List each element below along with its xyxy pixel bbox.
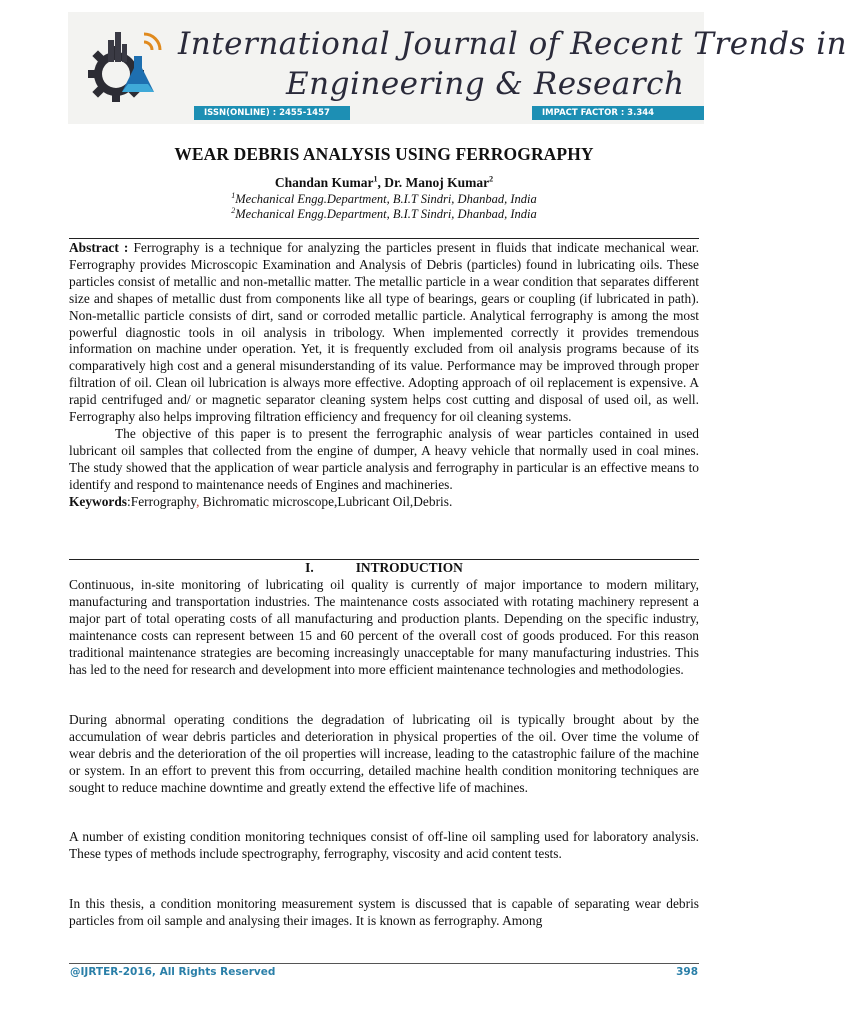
abstract-paragraph-1 <box>69 240 699 426</box>
affiliation-1-text: Mechanical Engg.Department, B.I.T Sindri, Dhanbad, India <box>235 192 537 206</box>
journal-logo-icon <box>82 22 168 108</box>
intro-paragraph-3: A number of existing condition monitoring techniques consist of off-line oil sampling used for laboratory analysis. These types of methods include spectrography, ferrography, viscosity and acid content tests. <box>69 829 699 861</box>
intro-paragraph-1: Continuous, in-site monitoring of lubricating oil quality is currently of major importance to modern military, manufacturing and transportation industries. The maintenance costs associated with rotating machinery represent a major part of total operating costs of all manufacturing and production plants. Depending on the specific industry, maintenance costs can represent between 15 and 60 percent of the overall cost of goods produced. For this reason traditional maintenance strategies are becoming increasingly unacceptable for many manufacturing industries. This has led to the need for research and development into more efficient maintenance technologies and methodologies. <box>69 577 699 677</box>
keywords-rest: Bichromatic microscope,Lubricant Oil,Debris. <box>199 493 453 509</box>
footer-rule <box>69 963 699 964</box>
author-1-sup: 1 <box>373 174 378 184</box>
keywords-colon: : <box>127 493 131 509</box>
affiliation-1-sup: 1 <box>231 190 236 200</box>
abstract-top-rule <box>69 238 699 239</box>
author-2: , Dr. Manoj Kumar <box>377 175 490 190</box>
paper-title: WEAR DEBRIS ANALYSIS USING FERROGRAPHY <box>174 144 594 164</box>
abstract-paragraph-2: The objective of this paper is to present the ferrographic analysis of wear particles contained in used lubricant oil samples that collected from the engine of dumper, A heavy vehicle that normally used in coal mines. The study showed that the application of wear particle analysis and ferrography in particular is an effective means to identify and respond to maintenance needs of Engines and machineries. <box>69 425 699 492</box>
affiliation-2 <box>0 207 768 222</box>
abstract-label: Abstract : <box>69 240 129 255</box>
journal-banner <box>68 12 847 124</box>
journal-title-line2: Engineering & Research <box>286 66 685 102</box>
affiliation-1 <box>0 192 768 207</box>
section-number: I. <box>305 560 314 575</box>
keywords-label: Keywords <box>69 493 128 509</box>
affiliation-2-sup: 2 <box>231 205 236 215</box>
keywords-line <box>69 494 699 511</box>
journal-title-line1: International Journal of Recent Trends in <box>178 26 847 62</box>
section-title: INTRODUCTION <box>355 560 463 575</box>
keywords-comma: , <box>196 493 200 509</box>
author-2-sup: 2 <box>489 174 494 184</box>
intro-paragraph-4: In this thesis, a condition monitoring measurement system is discussed that is capable of separating wear debris particles from oil sample and analysing their images. It is known as ferrography. Among <box>69 896 699 928</box>
paper-authors <box>0 175 768 191</box>
abstract-block <box>69 240 699 511</box>
impact-factor-badge: IMPACT FACTOR : 3.344 <box>532 106 704 120</box>
intro-paragraph-2: During abnormal operating conditions the degradation of lubricating oil is typically brought about by the accumulation of wear debris particles and deterioration in physical properties of the oil. Over time the volume of wear debris and the deterioration of the oil properties will increase, leading to the catastrophic failure of the machine or system. In an effort to prevent this from occurring, detailed machine health condition monitoring techniques are sought to reduce machine downtime and greatly extend the effective life of machines. <box>69 712 699 795</box>
footer-copyright: @IJRTER-2016, All Rights Reserved <box>70 966 276 978</box>
abstract-text-1: Ferrography is a technique for analyzing the particles present in fluids that indicate mechanical wear. Ferrography provides Microscopic Examination and Analysis of Debris (particles) found in lubricating oils. These particles consist of metallic and non-metallic matter. The metallic particle in a wear condition that separates different size and shapes of metallic dust from components like all type of bearings, gears or coupling (if lubricated in path). Non-metallic particle consists of dirt, sand or corroded metallic particle. Analytical ferrography is among the most powerful diagnostic tools in oil analysis in tribology. When implemented correctly it provides tremendous information on machine under operation. Yet, it is frequently excluded from oil analysis programs because of its comparatively high cost and a general misunderstanding of its value. Performance may be improved through proper filtration of oil. Clean oil lubrication is always more effective. Adopting approach of oil replacement is expensive. A rapid centrifuged and/ or magnetic separator cleaning system helps cost cutting and disposal of used oil, as well. Ferrography also helps improving filtration efficiency and frequency for oil cleaning systems. <box>69 240 699 425</box>
issn-badge: ISSN(ONLINE) : 2455-1457 <box>194 106 350 120</box>
section-heading-introduction <box>0 560 768 576</box>
page-number: 398 <box>676 966 698 978</box>
keyword-first: Ferrography <box>130 493 197 509</box>
author-1: Chandan Kumar <box>274 175 374 190</box>
affiliation-2-text: Mechanical Engg.Department, B.I.T Sindri, Dhanbad, India <box>235 207 537 221</box>
